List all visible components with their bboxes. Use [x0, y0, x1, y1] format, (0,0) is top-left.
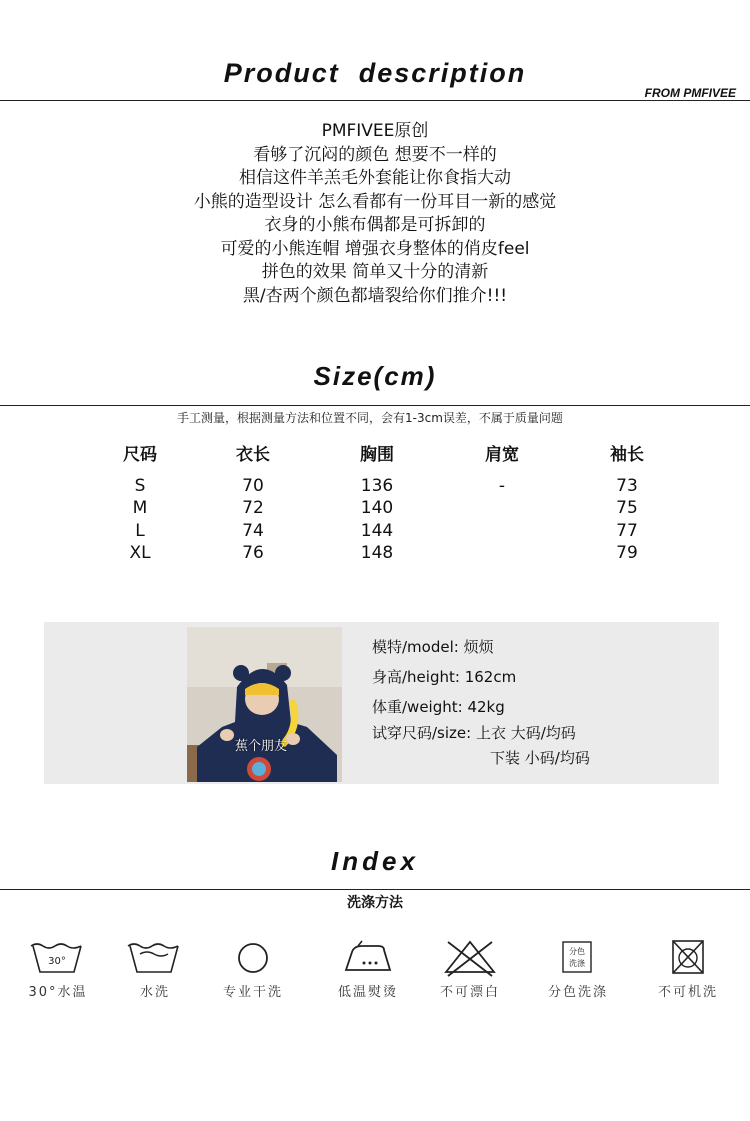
product-description-title: Product description [223, 58, 527, 88]
model-size-top: 试穿尺码/size: 上衣 大码/均码 [372, 724, 576, 742]
wash-icon [124, 938, 184, 978]
photo-caption: 蕉个朋友 [235, 739, 288, 754]
cell-size: XL [129, 543, 151, 563]
size-title: Size(cm) [313, 361, 437, 391]
section-divider [0, 405, 750, 406]
cell-size: M [132, 498, 148, 518]
care-label-dry-clean: 专业干洗 [222, 985, 283, 1000]
header-size: 尺码 [123, 445, 157, 465]
header-shoulder: 肩宽 [485, 445, 519, 465]
care-label-iron-low: 低温熨烫 [337, 985, 398, 1000]
header-chest: 胸围 [360, 445, 394, 465]
model-size-bottom: 下装 小码/均码 [490, 749, 590, 767]
header-sleeve: 袖长 [610, 445, 644, 465]
section-divider [0, 100, 750, 101]
measurement-note: 手工测量，根据测量方法和位置不同，会有1-3cm误差，不属于质量问题 [177, 411, 563, 425]
cell-length: 74 [242, 521, 264, 541]
cell-length: 76 [242, 543, 264, 563]
care-label-wash-30: 30°水温 [28, 985, 88, 1000]
dry-clean-icon [223, 938, 283, 978]
separate-wash-text-2: 洗涤 [569, 959, 585, 968]
cell-chest: 144 [360, 521, 394, 541]
product-description [0, 120, 750, 308]
cell-sleeve: 73 [616, 476, 638, 496]
description-line: 黑/杏两个颜色都墙裂给你们推介!!! [242, 285, 508, 306]
description-line: 衣身的小熊布偶都是可拆卸的 [264, 215, 486, 235]
description-line: 相信这件羊羔毛外套能让你食指大动 [239, 168, 511, 188]
wash-30-icon [27, 938, 87, 978]
iron-low-icon [338, 938, 398, 978]
cell-sleeve: 75 [616, 498, 638, 518]
cell-size: S [134, 476, 146, 496]
section-divider [0, 889, 750, 890]
model-name: 模特/model: 烦烦 [372, 638, 494, 656]
model-photo-illustration [187, 627, 342, 782]
care-label-no-machine-wash: 不可机洗 [657, 985, 718, 1000]
description-line: 看够了沉闷的颜色 想要不一样的 [253, 144, 497, 165]
separate-wash-text-1: 分色 [569, 947, 585, 956]
model-weight: 体重/weight: 42kg [372, 698, 505, 716]
description-line: 可爱的小熊连帽 增强衣身整体的俏皮feel [220, 238, 530, 259]
care-label-wash: 水洗 [139, 985, 170, 1000]
cell-size: L [135, 521, 145, 541]
description-line: 小熊的造型设计 怎么看都有一份耳目一新的感觉 [193, 191, 557, 212]
care-subtitle: 洗涤方法 [347, 895, 403, 911]
cell-chest: 140 [360, 498, 394, 518]
cell-chest: 136 [360, 476, 394, 496]
cell-length: 72 [242, 498, 264, 518]
model-photo [187, 627, 342, 782]
no-machine-wash-icon [658, 938, 718, 978]
cell-sleeve: 77 [616, 521, 638, 541]
care-label-no-bleach: 不可漂白 [439, 985, 500, 1000]
brand-tag: FROM PMFIVEE [644, 86, 736, 100]
cell-shoulder: - [498, 476, 506, 496]
description-line: 拼色的效果 简单又十分的清新 [261, 262, 489, 282]
separate-wash-icon [547, 938, 607, 978]
model-height: 身高/height: 162cm [372, 668, 517, 686]
header-length: 衣长 [236, 445, 270, 465]
index-title: Index [331, 846, 419, 876]
care-label-separate-wash: 分色洗涤 [547, 985, 608, 1000]
wash-temp-text: 30° [48, 956, 66, 967]
description-line: PMFIVEE原创 [321, 121, 429, 141]
no-bleach-icon [440, 938, 500, 978]
cell-chest: 148 [360, 543, 394, 563]
cell-sleeve: 79 [616, 543, 638, 563]
cell-length: 70 [242, 476, 264, 496]
